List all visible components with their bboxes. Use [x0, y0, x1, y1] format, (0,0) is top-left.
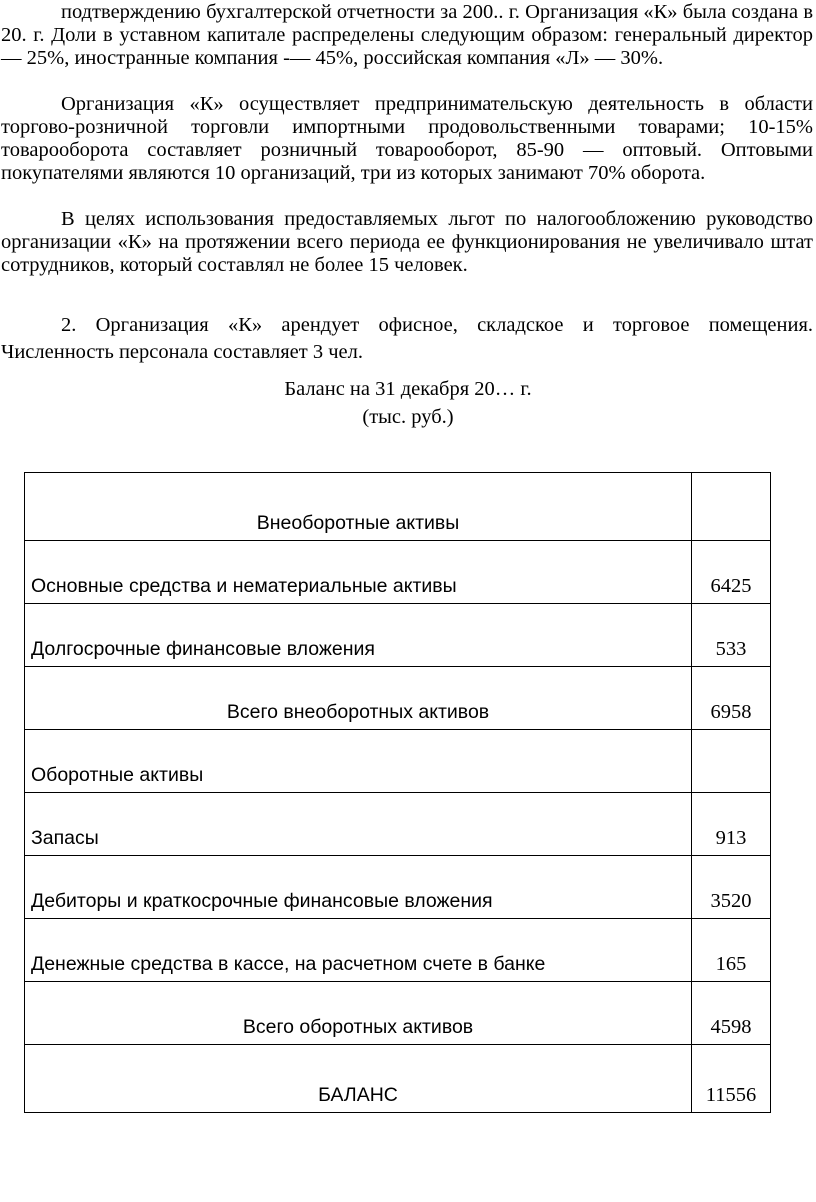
row-label: Внеоборотные активы — [25, 473, 692, 541]
table-row — [25, 856, 771, 919]
paragraph-staff: В целях использования предоставляемых льгот по налогообложению руководство организации «К» на протяжении всего периода ее функционирования не увеличивало штат сотрудников, который составлял не более 15 человек. — [1, 208, 813, 276]
table-row — [25, 793, 771, 856]
balance-title: Баланс на 31 декабря 20… г. — [284, 378, 532, 400]
row-value: 6425 — [692, 541, 771, 604]
paragraph-intro-continued: подтверждению бухгалтерской отчетности за 200.. г. Организация «К» была создана в 20. г. Доли в уставном капитале распределены следующим образом: генеральный директор — 25%, иностранные компания -— 45%, российская компания «Л» — 30%. — [1, 1, 813, 69]
table-row — [25, 1045, 771, 1113]
table-row — [25, 541, 771, 604]
paragraph-activity: Организация «К» осуществляет предпринимательскую деятельность в области торгово-розничной торговли импортными продовольственными товарами; 10-15% товарооборота составляет розничный товарооборот, 85-90 — оптовый. Оптовыми покупателями являются 10 организаций, три из которых занимают 70% оборота. — [1, 93, 813, 184]
row-label: Основные средства и нематериальные активы — [25, 541, 692, 604]
paragraph-lease: 2. Организация «К» арендует офисное, складское и торговое помещения. Численность персонала составляет 3 чел. — [1, 314, 813, 363]
row-label: БАЛАНС — [25, 1045, 692, 1113]
row-label: Дебиторы и краткосрочные финансовые вложения — [25, 856, 692, 919]
balance-unit: (тыс. руб.) — [362, 406, 454, 428]
balance-table — [24, 472, 771, 1113]
row-value: 913 — [692, 793, 771, 856]
row-value — [692, 473, 771, 541]
row-value: 165 — [692, 919, 771, 982]
row-value: 4598 — [692, 982, 771, 1045]
row-label: Всего оборотных активов — [25, 982, 692, 1045]
table-row — [25, 730, 771, 793]
row-value: 6958 — [692, 667, 771, 730]
row-value: 3520 — [692, 856, 771, 919]
row-value — [692, 730, 771, 793]
table-row — [25, 667, 771, 730]
table-row — [25, 473, 771, 541]
row-label: Всего внеоборотных активов — [25, 667, 692, 730]
row-label: Денежные средства в кассе, на расчетном счете в банке — [25, 919, 692, 982]
table-row — [25, 982, 771, 1045]
row-label: Запасы — [25, 793, 692, 856]
row-value: 11556 — [692, 1045, 771, 1113]
table-row — [25, 604, 771, 667]
table-row — [25, 919, 771, 982]
row-label: Долгосрочные финансовые вложения — [25, 604, 692, 667]
row-value: 533 — [692, 604, 771, 667]
row-label: Оборотные активы — [25, 730, 692, 793]
